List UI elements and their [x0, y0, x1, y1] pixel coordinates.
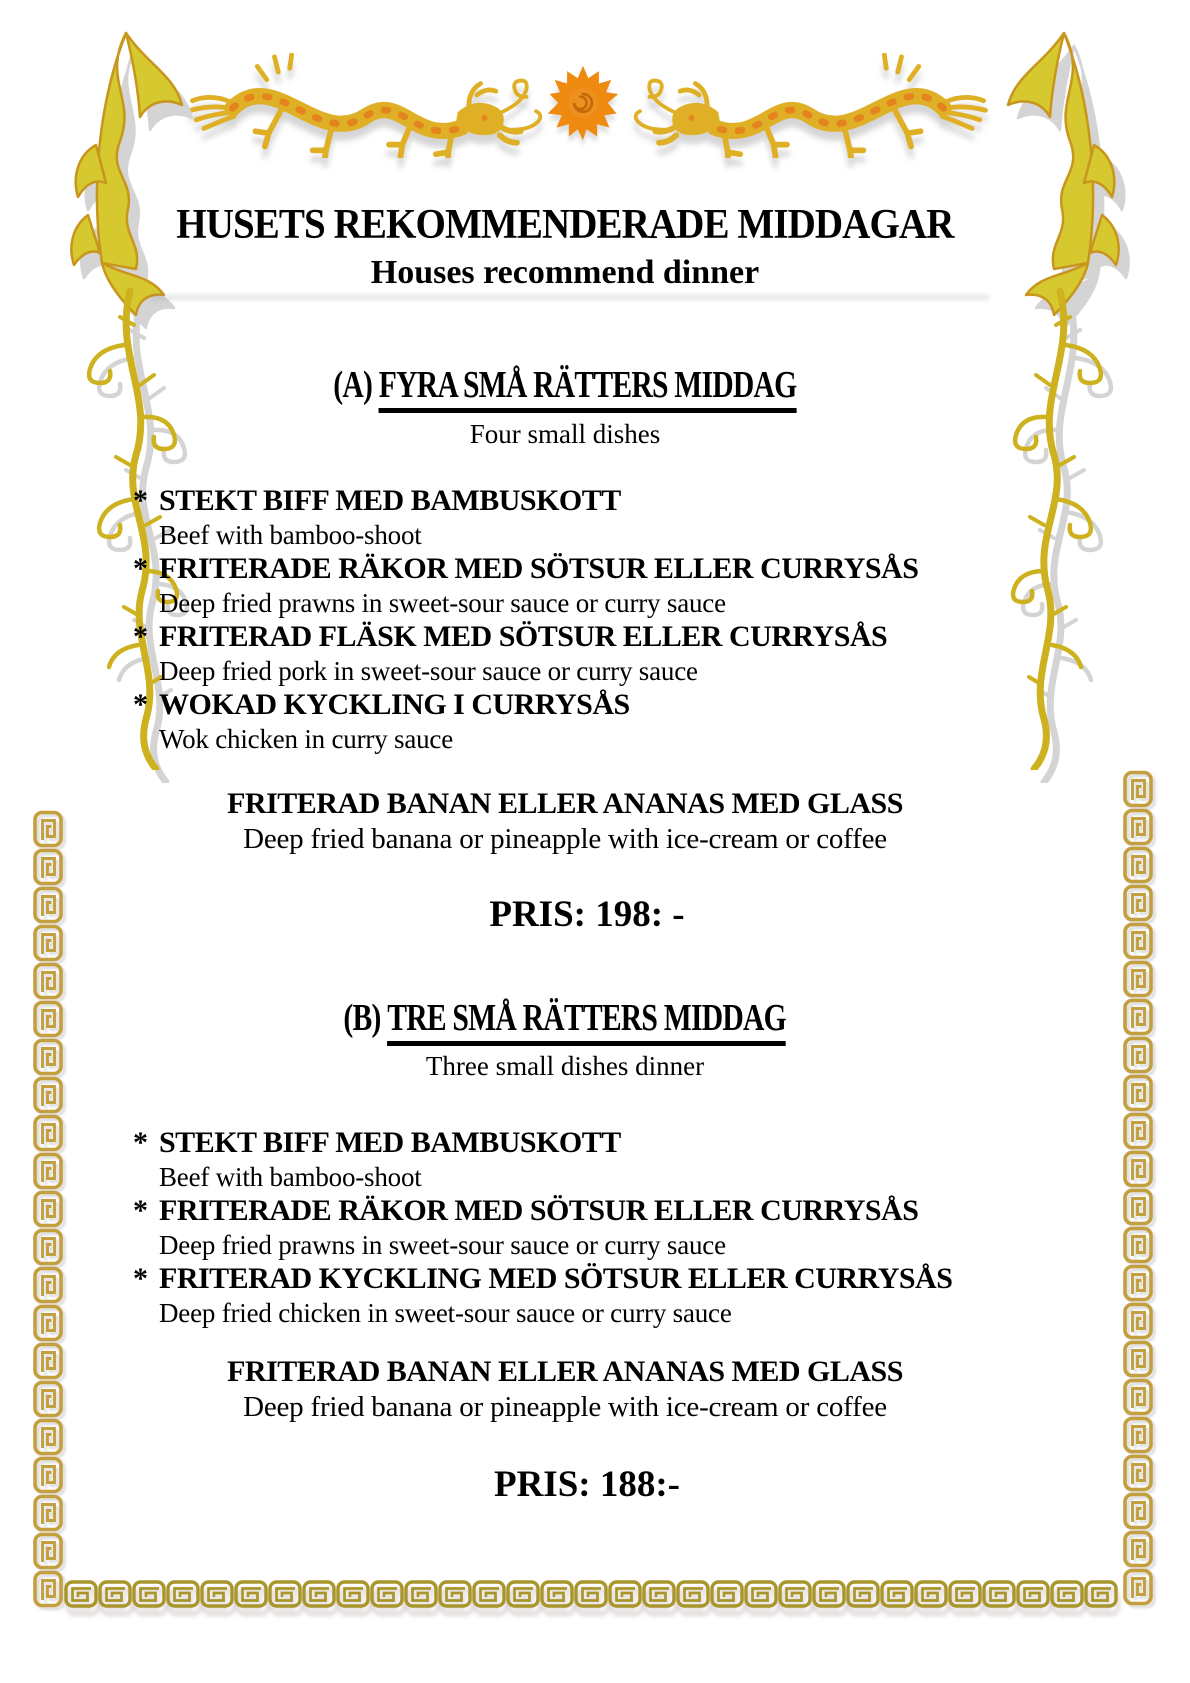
greek-key-tile-icon	[1123, 1036, 1153, 1074]
page-title-text: HUSETS REKOMMENDERADE MIDDAGAR	[176, 202, 954, 248]
section-b-price: PRIS: 188:-	[493, 1464, 680, 1505]
dish-translation: Deep fried pork in sweet-sour sauce or curry sauce	[159, 656, 698, 686]
section-b-label: (B)	[343, 997, 381, 1039]
section-a-item-list	[133, 484, 1080, 756]
bullet: *	[133, 688, 148, 721]
menu-item	[133, 688, 1080, 756]
greek-key-tile-icon	[1123, 1112, 1153, 1150]
bullet: *	[133, 1126, 148, 1159]
dish-name-sv: STEKT BIFF MED BAMBUSKOTT	[159, 1126, 621, 1159]
menu-item	[133, 484, 1080, 552]
dish-name-sv: STEKT BIFF MED BAMBUSKOTT	[159, 484, 621, 517]
dessert-translation: Deep fried banana or pineapple with ice-cream or coffee	[243, 823, 887, 855]
bullet: *	[133, 1194, 148, 1227]
bullet: *	[133, 484, 148, 517]
greek-key-tile-icon	[1123, 1568, 1153, 1606]
menu-item	[133, 1126, 1080, 1194]
section-b-item-list	[133, 1126, 1080, 1330]
dish-name-sv: FRITERADE RÄKOR MED SÖTSUR ELLER CURRYSÅS	[159, 552, 919, 585]
greek-key-tile-icon	[1123, 808, 1153, 846]
dish-translation: Deep fried prawns in sweet-sour sauce or curry sauce	[159, 588, 726, 618]
dessert-name: FRITERAD BANAN ELLER ANANAS MED GLASS	[227, 1355, 903, 1388]
dessert-translation: Deep fried banana or pineapple with ice-cream or coffee	[243, 1391, 887, 1423]
menu-item	[133, 552, 1080, 620]
bullet: *	[133, 620, 148, 653]
greek-key-tile-icon	[1123, 1074, 1153, 1112]
dessert-name: FRITERAD BANAN ELLER ANANAS MED GLASS	[227, 787, 903, 820]
section-a-heading-text: FYRA SMÅ RÄTTERS MIDDAG	[379, 364, 797, 413]
greek-key-tile-icon	[1123, 1378, 1153, 1416]
dish-translation: Wok chicken in curry sauce	[159, 724, 454, 754]
section-a-heading-translation: Four small dishes	[469, 419, 661, 449]
section-b-heading-text: TRE SMÅ RÄTTERS MIDDAG	[388, 997, 787, 1046]
dish-name-sv: FRITERAD FLÄSK MED SÖTSUR ELLER CURRYSÅS	[159, 620, 888, 653]
section-a-label: (A)	[333, 364, 373, 406]
greek-key-tile-icon	[1123, 770, 1153, 808]
greek-key-tile-icon	[1123, 998, 1153, 1036]
greek-key-tile-icon	[1123, 1416, 1153, 1454]
section-a-price: PRIS: 198: -	[489, 894, 685, 935]
section-a-dessert	[10, 786, 1120, 857]
greek-key-tile-icon	[1123, 1340, 1153, 1378]
greek-key-tile-icon	[1123, 846, 1153, 884]
dish-translation: Beef with bamboo-shoot	[159, 520, 422, 550]
menu-item	[133, 1194, 1080, 1262]
dish-name-sv: WOKAD KYCKLING I CURRYSÅS	[159, 688, 630, 721]
dish-translation: Deep fried prawns in sweet-sour sauce or curry sauce	[159, 1230, 726, 1260]
section-b-dessert	[10, 1354, 1120, 1425]
greek-key-tile-icon	[1123, 1188, 1153, 1226]
greek-key-tile-icon	[1123, 1150, 1153, 1188]
bullet: *	[133, 1262, 148, 1295]
page-subtitle: Houses recommend dinner	[370, 254, 760, 291]
section-b-heading-translation: Three small dishes dinner	[425, 1051, 705, 1081]
dish-name-sv: FRITERAD KYCKLING MED SÖTSUR ELLER CURRYSÅS	[159, 1262, 953, 1295]
greek-key-tile-icon	[1123, 1530, 1153, 1568]
greek-key-tile-icon	[1123, 1226, 1153, 1264]
menu-content	[10, 0, 1120, 1683]
dish-translation: Beef with bamboo-shoot	[159, 1162, 422, 1192]
bullet: *	[133, 552, 148, 585]
section-a-heading	[10, 362, 1120, 408]
dish-name-sv: FRITERADE RÄKOR MED SÖTSUR ELLER CURRYSÅS	[159, 1194, 919, 1227]
page-title	[10, 200, 1120, 250]
greek-key-tile-icon	[1123, 1264, 1153, 1302]
dish-translation: Deep fried chicken in sweet-sour sauce or curry sauce	[159, 1298, 732, 1328]
menu-item	[133, 620, 1080, 688]
greek-key-tile-icon	[1123, 960, 1153, 998]
greek-key-tile-icon	[1123, 1302, 1153, 1340]
section-b-heading	[10, 995, 1120, 1041]
menu-item	[133, 1262, 1080, 1330]
